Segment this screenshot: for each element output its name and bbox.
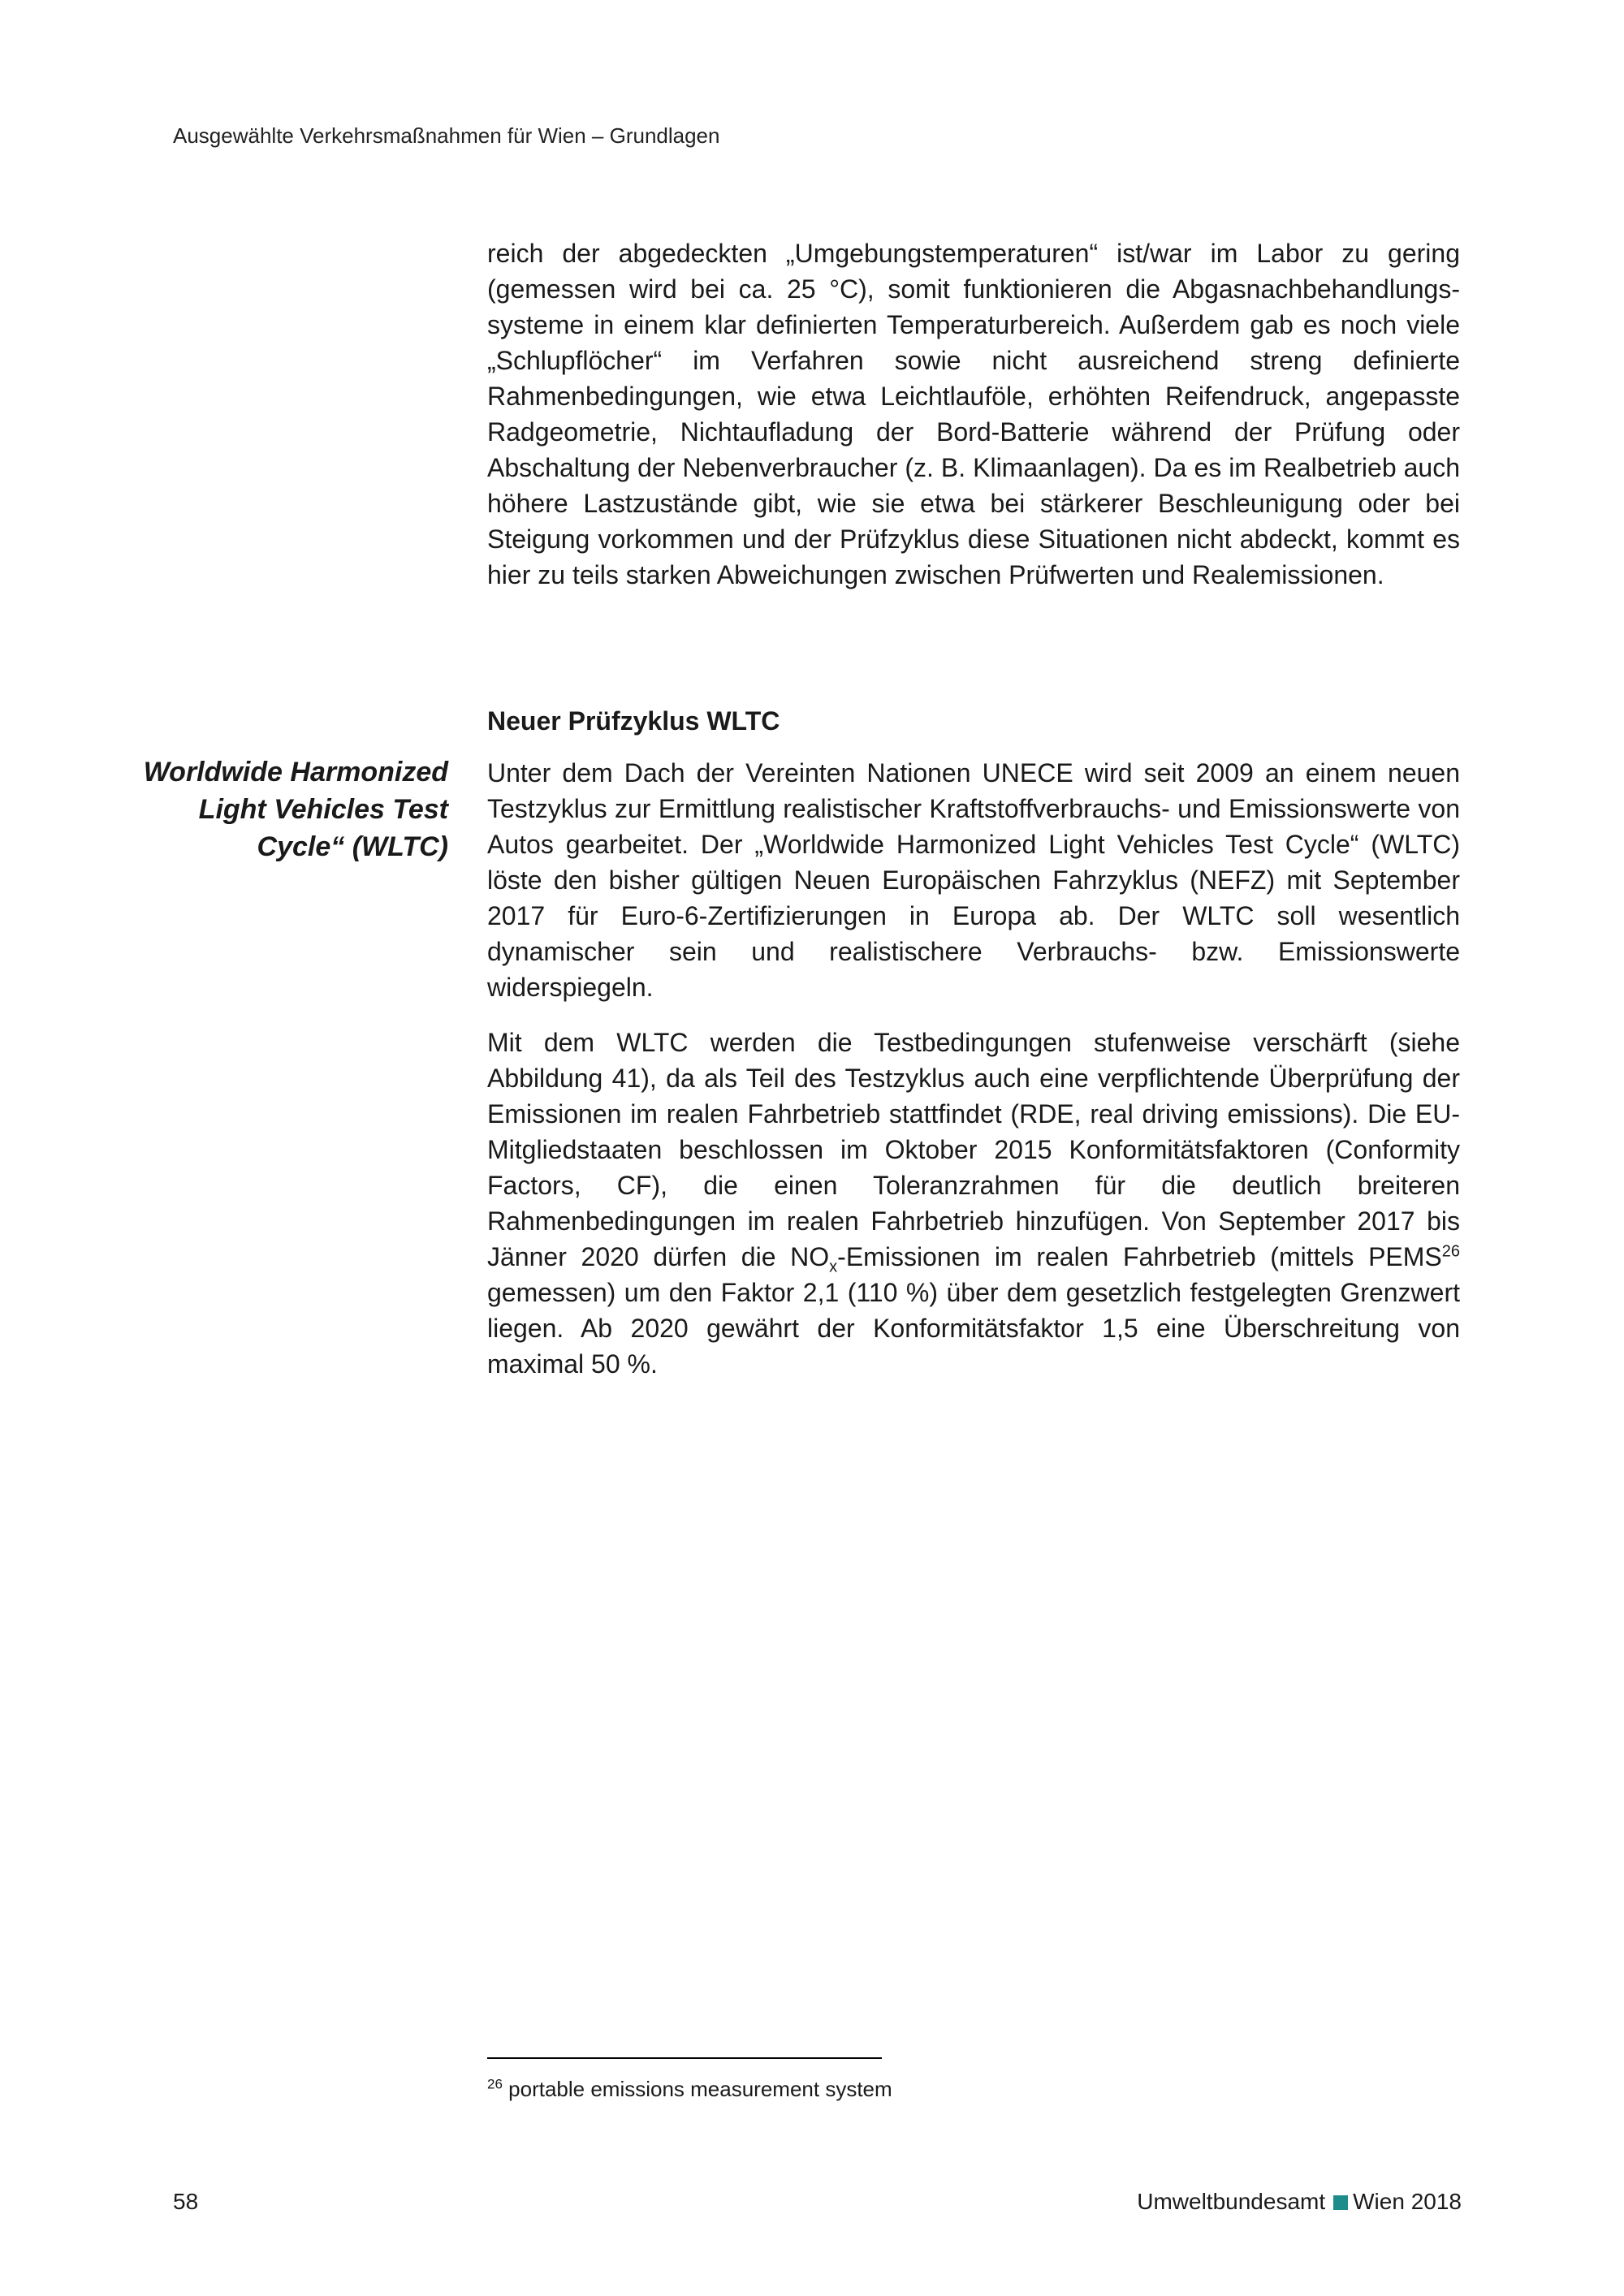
paragraph-2-part-3: gemessen) um den Faktor 2,1 (110 %) über dem gesetzlich festgelegten Grenzwert liegen. Ab 2020 gewährt der Konformitätsfaktor 1,5 eine Überschreitung von maximal 50 %. bbox=[487, 1278, 1460, 1379]
paragraph-2-part-2: -Emissionen im realen Fahrbetrieb (mittels PEMS bbox=[837, 1242, 1442, 1271]
intro-paragraph bbox=[487, 235, 1460, 593]
paragraph-2-part-1: Mit dem WLTC werden die Testbedingungen stufenweise verschärft (siehe Abbildung 41), da als Teil des Testzyklus auch eine verpflichtende Überprüfung der Emissionen im realen Fahrbetrieb stattfindet (RDE, real driving emissions). Die EU-Mitgliedstaaten beschlossen im Oktober 2015 Konformitätsfaktoren (Conformity Factors, CF), die einen Toleranzrahmen für die deutlich breiteren Rahmenbedingungen im realen Fahrbetrieb hinzufügen. Von September 2017 bis Jänner 2020 dürfen die NO bbox=[487, 1028, 1460, 1271]
footer-publisher bbox=[1137, 2187, 1462, 2216]
footnote-text: portable emissions measurement system bbox=[502, 2077, 892, 2101]
square-bullet-icon bbox=[1333, 2195, 1348, 2210]
footnote-number: 26 bbox=[487, 2076, 503, 2092]
wltc-paragraph-2-text bbox=[487, 1025, 1460, 1382]
footnote bbox=[487, 2075, 892, 2103]
wltc-paragraph-1 bbox=[487, 755, 1460, 1005]
running-header: Ausgewählte Verkehrsmaßnahmen für Wien – Grundlagen bbox=[173, 123, 720, 148]
section-heading: Neuer Prüfzyklus WLTC bbox=[487, 706, 780, 736]
nox-subscript: x bbox=[829, 1258, 838, 1276]
page-number: 58 bbox=[173, 2189, 199, 2214]
footnote-divider bbox=[487, 2057, 882, 2059]
wltc-paragraph-1-text: Unter dem Dach der Vereinten Nationen UNECE wird seit 2009 an einem neuen Testzyklus zur Ermittlung realistischer Kraftstoffverbrauchs- und Emissionswerte von Autos gearbeitet. Der „Worldwide Harmonized Light Vehicles Test Cycle“ (WLTC) löste den bisher gültigen Neuen Europäischen Fahrzyklus (NEFZ) mit September 2017 für Euro-6-Zertifizierungen in Europa ab. Der WLTC soll wesentlich dynamischer sein und realistischere Verbrauchs- bzw. Emissionswerte widerspiegeln. bbox=[487, 758, 1460, 1002]
wltc-paragraph-2 bbox=[487, 1025, 1460, 1382]
publisher-name: Umweltbundesamt bbox=[1137, 2189, 1326, 2214]
publisher-place-year: Wien 2018 bbox=[1353, 2189, 1462, 2214]
margin-note: Worldwide Harmonized Light Vehicles Test Cycle“ (WLTC) bbox=[143, 757, 448, 862]
intro-paragraph-text: reich der abgedeckten „Umgebungstemperaturen“ ist/war im Labor zu gering (gemessen wird bei ca. 25 °C), somit funktionieren die Abgasnachbehandlungs-systeme in einem klar definierten Temperaturbereich. Außerdem gab es noch viele „Schlupflöcher“ im Verfahren sowie nicht ausreichend streng definierte Rahmenbedingungen, wie etwa Leichtlauföle, erhöhten Reifendruck, angepasste Radgeometrie, Nichtaufladung der Bord-Batterie während der Prüfung oder Abschaltung der Nebenverbraucher (z. B. Klimaanlagen). Da es im Realbetrieb auch höhere Lastzustände gibt, wie sie etwa bei stärkerer Beschleunigung oder bei Steigung vorkommen und der Prüfzyklus diese Situationen nicht abdeckt, kommt es hier zu teils starken Abweichungen zwischen Prüfwerten und Realemissionen. bbox=[487, 239, 1460, 589]
footnote-reference[interactable]: 26 bbox=[1441, 1242, 1461, 1261]
